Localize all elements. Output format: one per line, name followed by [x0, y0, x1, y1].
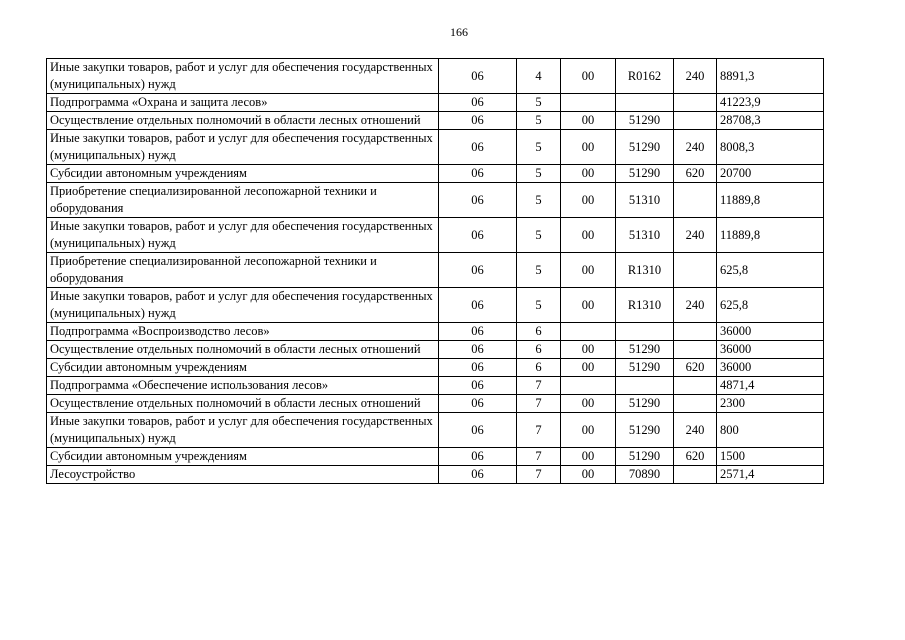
table-row — [47, 323, 824, 341]
row-name: Осуществление отдельных полномочий в области лесных отношений — [47, 112, 439, 130]
row-name: Подпрограмма «Воспроизводство лесов» — [47, 323, 439, 341]
program-code: 00 — [561, 130, 616, 165]
item-code: R0162 — [616, 59, 674, 94]
row-name: Иные закупки товаров, работ и услуг для обеспечения государственных (муниципальных) нужд — [47, 288, 439, 323]
expense-type-code — [674, 183, 717, 218]
program-code: 00 — [561, 288, 616, 323]
section-code: 06 — [439, 395, 517, 413]
subsection-code: 7 — [517, 448, 561, 466]
table-row — [47, 130, 824, 165]
program-code: 00 — [561, 359, 616, 377]
section-code: 06 — [439, 377, 517, 395]
amount: 41223,9 — [717, 94, 824, 112]
subsection-code: 5 — [517, 130, 561, 165]
budget-table — [46, 58, 824, 484]
row-name: Иные закупки товаров, работ и услуг для обеспечения государственных (муниципальных) нужд — [47, 413, 439, 448]
table-row — [47, 94, 824, 112]
section-code: 06 — [439, 218, 517, 253]
expense-type-code — [674, 466, 717, 484]
subsection-code: 5 — [517, 288, 561, 323]
subsection-code: 5 — [517, 165, 561, 183]
item-code: 51290 — [616, 395, 674, 413]
program-code: 00 — [561, 466, 616, 484]
section-code: 06 — [439, 466, 517, 484]
section-code: 06 — [439, 112, 517, 130]
item-code: 70890 — [616, 466, 674, 484]
amount: 2300 — [717, 395, 824, 413]
subsection-code: 7 — [517, 377, 561, 395]
row-name: Иные закупки товаров, работ и услуг для обеспечения государственных (муниципальных) нужд — [47, 130, 439, 165]
program-code: 00 — [561, 165, 616, 183]
expense-type-code: 240 — [674, 218, 717, 253]
expense-type-code: 240 — [674, 288, 717, 323]
row-name: Субсидии автономным учреждениям — [47, 448, 439, 466]
subsection-code: 5 — [517, 94, 561, 112]
expense-type-code: 620 — [674, 359, 717, 377]
expense-type-code — [674, 377, 717, 395]
table-row — [47, 112, 824, 130]
section-code: 06 — [439, 359, 517, 377]
amount: 11889,8 — [717, 183, 824, 218]
item-code: 51290 — [616, 165, 674, 183]
section-code: 06 — [439, 94, 517, 112]
program-code — [561, 94, 616, 112]
subsection-code: 5 — [517, 253, 561, 288]
expense-type-code — [674, 94, 717, 112]
subsection-code: 7 — [517, 413, 561, 448]
table-row — [47, 413, 824, 448]
row-name: Осуществление отдельных полномочий в области лесных отношений — [47, 341, 439, 359]
table-row — [47, 448, 824, 466]
amount: 20700 — [717, 165, 824, 183]
program-code — [561, 377, 616, 395]
item-code: R1310 — [616, 253, 674, 288]
section-code: 06 — [439, 341, 517, 359]
row-name: Лесоустройство — [47, 466, 439, 484]
program-code: 00 — [561, 448, 616, 466]
amount: 28708,3 — [717, 112, 824, 130]
section-code: 06 — [439, 288, 517, 323]
table-row — [47, 218, 824, 253]
expense-type-code: 620 — [674, 165, 717, 183]
subsection-code: 6 — [517, 341, 561, 359]
section-code: 06 — [439, 59, 517, 94]
subsection-code: 7 — [517, 466, 561, 484]
subsection-code: 4 — [517, 59, 561, 94]
amount: 8008,3 — [717, 130, 824, 165]
table-row — [47, 466, 824, 484]
section-code: 06 — [439, 253, 517, 288]
expense-type-code — [674, 395, 717, 413]
table-row — [47, 59, 824, 94]
table-row — [47, 377, 824, 395]
amount: 8891,3 — [717, 59, 824, 94]
program-code: 00 — [561, 112, 616, 130]
section-code: 06 — [439, 413, 517, 448]
subsection-code: 7 — [517, 395, 561, 413]
expense-type-code: 240 — [674, 413, 717, 448]
program-code: 00 — [561, 413, 616, 448]
item-code: 51290 — [616, 413, 674, 448]
program-code: 00 — [561, 341, 616, 359]
program-code: 00 — [561, 395, 616, 413]
amount: 625,8 — [717, 288, 824, 323]
subsection-code: 5 — [517, 183, 561, 218]
program-code — [561, 323, 616, 341]
amount: 4871,4 — [717, 377, 824, 395]
row-name: Приобретение специализированной лесопожарной техники и оборудования — [47, 253, 439, 288]
program-code: 00 — [561, 253, 616, 288]
row-name: Субсидии автономным учреждениям — [47, 359, 439, 377]
table-row — [47, 359, 824, 377]
amount: 36000 — [717, 341, 824, 359]
item-code: 51290 — [616, 341, 674, 359]
table-row — [47, 288, 824, 323]
program-code: 00 — [561, 218, 616, 253]
item-code — [616, 323, 674, 341]
amount: 36000 — [717, 323, 824, 341]
subsection-code: 6 — [517, 323, 561, 341]
expense-type-code: 240 — [674, 130, 717, 165]
row-name: Подпрограмма «Обеспечение использования лесов» — [47, 377, 439, 395]
page-number: 166 — [450, 25, 468, 39]
table-row — [47, 253, 824, 288]
section-code: 06 — [439, 130, 517, 165]
subsection-code: 5 — [517, 112, 561, 130]
expense-type-code: 620 — [674, 448, 717, 466]
item-code — [616, 94, 674, 112]
row-name: Подпрограмма «Охрана и защита лесов» — [47, 94, 439, 112]
row-name: Иные закупки товаров, работ и услуг для обеспечения государственных (муниципальных) нужд — [47, 59, 439, 94]
amount: 2571,4 — [717, 466, 824, 484]
table-row — [47, 341, 824, 359]
expense-type-code — [674, 112, 717, 130]
amount: 1500 — [717, 448, 824, 466]
row-name: Осуществление отдельных полномочий в области лесных отношений — [47, 395, 439, 413]
amount: 800 — [717, 413, 824, 448]
subsection-code: 5 — [517, 218, 561, 253]
program-code: 00 — [561, 59, 616, 94]
amount: 36000 — [717, 359, 824, 377]
expense-type-code — [674, 253, 717, 288]
expense-type-code — [674, 341, 717, 359]
section-code: 06 — [439, 183, 517, 218]
row-name: Иные закупки товаров, работ и услуг для обеспечения государственных (муниципальных) нужд — [47, 218, 439, 253]
item-code: 51310 — [616, 218, 674, 253]
item-code: 51290 — [616, 448, 674, 466]
expense-type-code: 240 — [674, 59, 717, 94]
section-code: 06 — [439, 323, 517, 341]
row-name: Субсидии автономным учреждениям — [47, 165, 439, 183]
item-code: 51310 — [616, 183, 674, 218]
table-row — [47, 395, 824, 413]
item-code: 51290 — [616, 130, 674, 165]
item-code — [616, 377, 674, 395]
program-code: 00 — [561, 183, 616, 218]
item-code: R1310 — [616, 288, 674, 323]
item-code: 51290 — [616, 112, 674, 130]
amount: 11889,8 — [717, 218, 824, 253]
subsection-code: 6 — [517, 359, 561, 377]
section-code: 06 — [439, 165, 517, 183]
amount: 625,8 — [717, 253, 824, 288]
row-name: Приобретение специализированной лесопожарной техники и оборудования — [47, 183, 439, 218]
expense-type-code — [674, 323, 717, 341]
table-row — [47, 183, 824, 218]
table-row — [47, 165, 824, 183]
item-code: 51290 — [616, 359, 674, 377]
section-code: 06 — [439, 448, 517, 466]
